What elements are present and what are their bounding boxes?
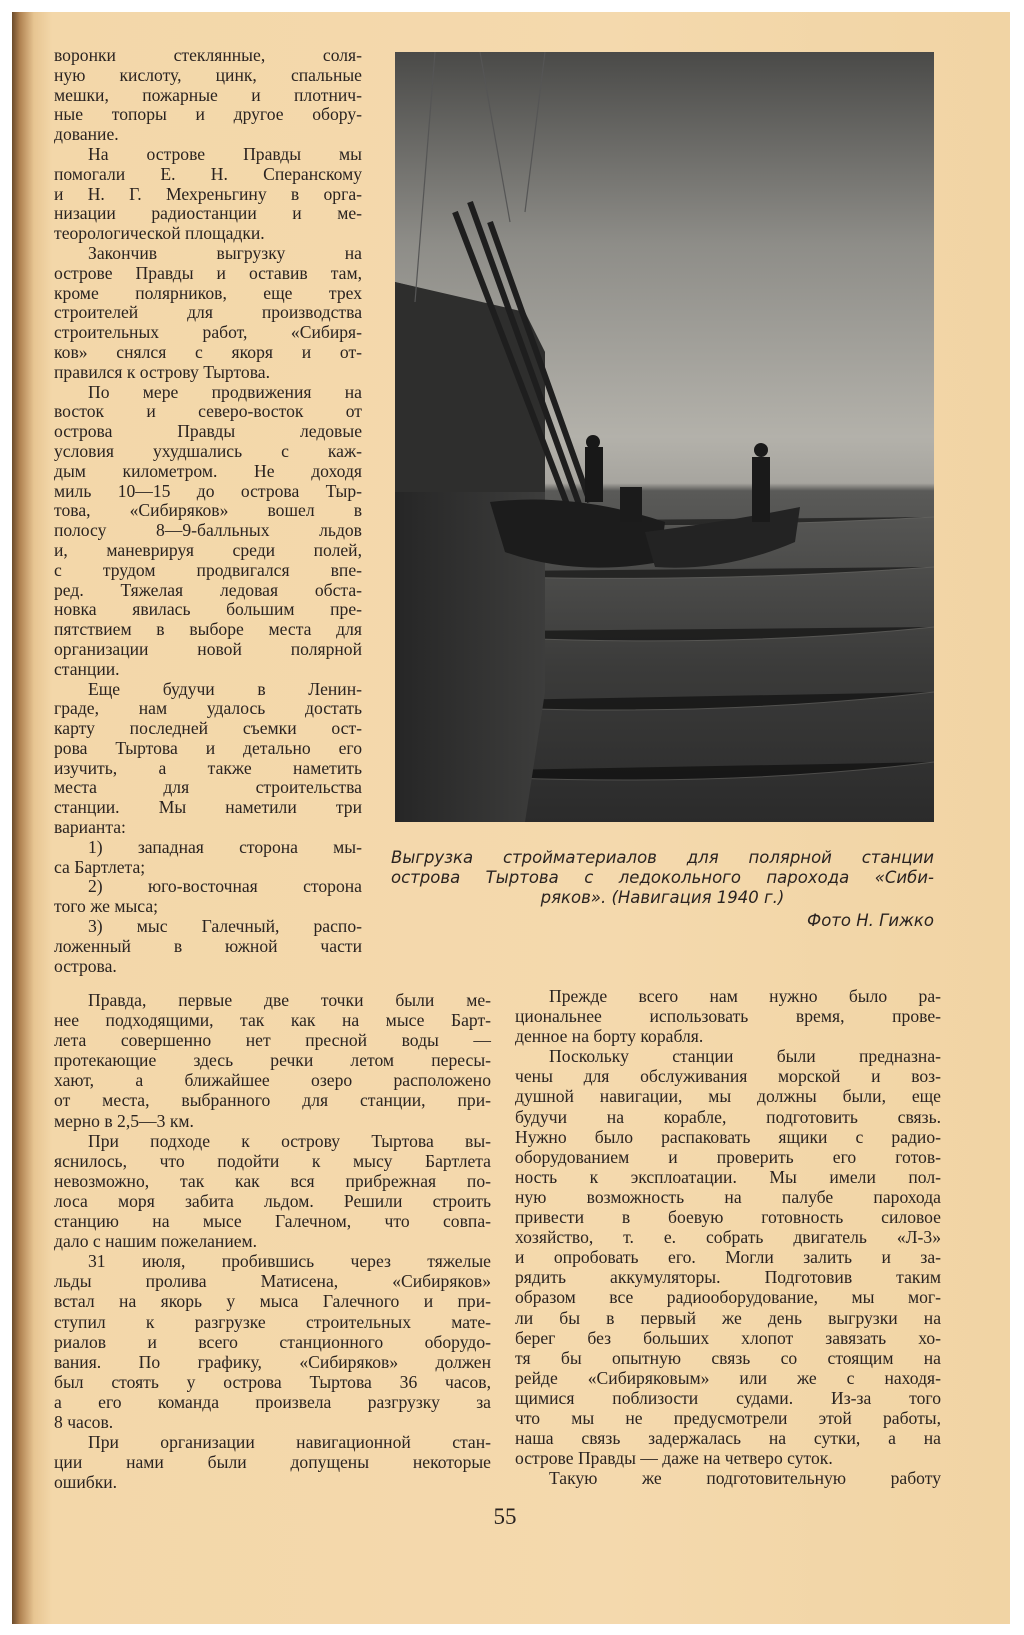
paragraph-line: щимися поблизости судами. Из-за того <box>515 1387 941 1408</box>
paragraph-line: строителей для производства <box>54 302 362 323</box>
paragraph-line: карту последней съемки ост- <box>54 718 362 739</box>
page-number: 55 <box>493 1504 517 1529</box>
paragraph-line: и, маневрируя среди полей, <box>54 539 362 560</box>
paragraph-line: са Бартлета; <box>54 856 146 877</box>
photo-image <box>395 52 934 822</box>
paragraph-line: организации новой полярной <box>54 638 362 659</box>
caption-line: Выгрузка стройматериалов для полярной станции <box>391 848 934 867</box>
paragraph-line: привести в боевую готовность силовое <box>515 1207 941 1228</box>
paragraph-line: При организации навигационной стан- <box>88 1432 491 1453</box>
paragraph-line: условия ухудшались с каж- <box>54 440 362 461</box>
paragraph-line: тя бы опытную связь со стоящим на <box>515 1347 941 1368</box>
paragraph-line: острове Правды и оставив там, <box>54 262 362 283</box>
photo-credit: Фото Н. Гижко <box>807 911 934 930</box>
paragraph-line: кроме полярников, еще трех <box>54 282 362 303</box>
paragraph-line: Поскольку станции были предназна- <box>549 1046 941 1067</box>
paragraph-line: мешки, пожарные и плотнич- <box>54 84 362 105</box>
paragraph-line: ступил к разгрузке строительных мате- <box>54 1311 491 1332</box>
paragraph-line: изучить, а также наметить <box>54 757 362 778</box>
paragraph-line: дым километром. Не доходя <box>54 460 362 481</box>
paragraph-line: острове Правды — даже на четверо суток. <box>515 1448 833 1469</box>
photo-unloading-boats <box>395 52 934 822</box>
paragraph-line: лета совершенно нет пресной воды — <box>54 1030 491 1051</box>
paragraph-line: встал на якорь у мыса Галечного и при- <box>54 1291 491 1312</box>
paragraph-line: хают, а ближайшее озеро расположено <box>54 1070 491 1091</box>
paragraph-line: ли бы в первый же день выгрузки на <box>515 1307 941 1328</box>
paragraph-line: граде, нам удалось достать <box>54 698 362 719</box>
paragraph-line: Закончив выгрузку на <box>88 242 362 263</box>
paragraph-line: того же мыса; <box>54 896 159 917</box>
paragraph-line: вания. По графику, «Сибиряков» должен <box>54 1351 491 1372</box>
paragraph-line: что мы не предусмотрели этой работы, <box>515 1407 941 1428</box>
paragraph-line: това, «Сибиряков» вошел в <box>54 500 362 521</box>
paragraph-line: Прежде всего нам нужно было ра- <box>549 986 941 1006</box>
paragraph-line: ции нами были допущены некоторые <box>54 1452 491 1473</box>
paragraph-line: наша связь задержалась на сутки, а на <box>515 1428 941 1449</box>
paragraph-line: ные топоры и другое обору- <box>54 104 362 125</box>
paragraph-line: и Н. Г. Мехреньгину в орга- <box>54 183 362 204</box>
paragraph-line: восток и северо-восток от <box>54 401 362 422</box>
paragraph-line: будучи на корабле, подготовить связь. <box>515 1106 941 1127</box>
paragraph-line: Нужно было распаковать ящики с радио- <box>515 1126 941 1147</box>
paragraph-line: острова. <box>54 955 117 976</box>
paragraph-line: Такую же подготовительную работу <box>549 1468 941 1489</box>
paragraph-line: станции. <box>54 658 120 679</box>
paragraph-line: образом все радиооборудование, мы мог- <box>515 1287 941 1308</box>
paragraph-line: станцию на мысе Галечном, что совпа- <box>54 1211 491 1232</box>
paragraph-line: новка явилась большим пре- <box>54 599 362 620</box>
paragraph-line: места для строительства <box>54 777 362 798</box>
paragraph-line: помогали Е. Н. Сперанскому <box>54 163 362 184</box>
paragraph-line: мерно в 2,5—3 км. <box>54 1110 194 1131</box>
paragraph-line: а его команда произвела разгрузку за <box>54 1391 491 1412</box>
paragraph-line: рова Тыртова и детально его <box>54 737 362 758</box>
text-column-top-left <box>54 46 362 976</box>
paragraph-line: ошибки. <box>54 1472 118 1493</box>
paragraph-line: ред. Тяжелая ледовая обста- <box>54 579 362 600</box>
paragraph-line: яснилось, что подойти к мысу Бартлета <box>54 1150 491 1171</box>
paragraph-line: рядить аккумуляторы. Подготовив таким <box>515 1267 941 1288</box>
text-column-right <box>515 986 941 1488</box>
paragraph-line: воронки стеклянные, соля- <box>54 45 362 65</box>
paragraph-line: При подходе к острову Тыртова вы- <box>88 1130 491 1151</box>
paragraph-line: душной навигации, мы должны были, еще <box>515 1086 941 1107</box>
paragraph-line: правился к острову Тыртова. <box>54 361 271 382</box>
paragraph-line: от места, выбранного для станции, при- <box>54 1090 491 1111</box>
paragraph-line: дование. <box>54 124 119 145</box>
paragraph-line: полосу 8—9-балльных льдов <box>54 520 362 541</box>
paragraph-line: 2) юго-восточная сторона <box>88 876 362 897</box>
paragraph-line: острова Правды ледовые <box>54 421 362 442</box>
paragraph-line: 8 часов. <box>54 1411 114 1432</box>
paragraph-line: 31 июля, пробившись через тяжелые <box>88 1251 491 1272</box>
paragraph-line: дало с нашим пожеланием. <box>54 1231 258 1252</box>
paragraph-line: ную возможность на палубе парохода <box>515 1186 941 1207</box>
caption-line: острова Тыртова с ледокольного парохода «Сиби- <box>391 868 934 887</box>
paragraph-line: льды пролива Матисена, «Сибиряков» <box>54 1271 491 1292</box>
paragraph-line: низации радиостанции и ме- <box>54 203 362 224</box>
paragraph-line: нее подходящими, так как на мысе Барт- <box>54 1010 491 1031</box>
paragraph-line: пятствием в выборе места для <box>54 619 362 640</box>
paragraph-line: станции. Мы наметили три <box>54 797 362 818</box>
paragraph-line: денное на борту корабля. <box>515 1026 704 1047</box>
paragraph-line: Правда, первые две точки были ме- <box>88 990 491 1010</box>
paragraph-line: берег без больших хлопот завязать хо- <box>515 1327 941 1348</box>
paragraph-line: 1) западная сторона мы- <box>88 836 362 857</box>
paragraph-line: чены для обслуживания морской и воз- <box>515 1066 941 1087</box>
paragraph-line: оборудованием и проверить его готов- <box>515 1146 941 1167</box>
paragraph-line: невозможно, так как вся прибрежная по- <box>54 1170 491 1191</box>
paragraph-line: риалов и всего станционного оборудо- <box>54 1331 491 1352</box>
paragraph-line: миль 10—15 до острова Тыр- <box>54 480 362 501</box>
paragraph-line: хозяйство, т. е. собрать двигатель «Л-3» <box>515 1227 941 1248</box>
paragraph-line: ную кислоту, цинк, спальные <box>54 64 362 85</box>
text-column-bottom-left <box>54 990 491 1492</box>
paragraph-line: с трудом продвигался впе- <box>54 559 362 580</box>
paragraph-line: был стоять у острова Тыртова 36 часов, <box>54 1371 491 1392</box>
paragraph-line: рейде «Сибиряковым» или же с находя- <box>515 1367 941 1388</box>
paragraph-line: строительных работ, «Сибиря- <box>54 322 362 343</box>
paragraph-line: лоса моря забита льдом. Решили строить <box>54 1190 491 1211</box>
paragraph-line: ложенный в южной части <box>54 935 362 956</box>
paragraph-line: и опробовать его. Могли залить и за- <box>515 1247 941 1268</box>
paragraph-line: варианта: <box>54 817 126 838</box>
photo-caption <box>391 848 934 931</box>
paragraph-line: ков» снялся с якоря и от- <box>54 341 362 362</box>
caption-line: ряков». (Навигация 1940 г.) <box>540 888 785 907</box>
paragraph-line: Еще будучи в Ленин- <box>88 678 362 699</box>
paragraph-line: На острове Правды мы <box>88 143 362 164</box>
paragraph-line: По мере продвижения на <box>88 381 362 402</box>
paragraph-line: теорологической площадки. <box>54 223 265 244</box>
paragraph-line: протекающие здесь речки летом пересы- <box>54 1050 491 1071</box>
paragraph-line: 3) мыс Галечный, распо- <box>88 916 362 937</box>
paragraph-line: ность к эксплоатации. Мы имели пол- <box>515 1166 941 1187</box>
paragraph-line: циональнее использовать время, прове- <box>515 1006 941 1027</box>
